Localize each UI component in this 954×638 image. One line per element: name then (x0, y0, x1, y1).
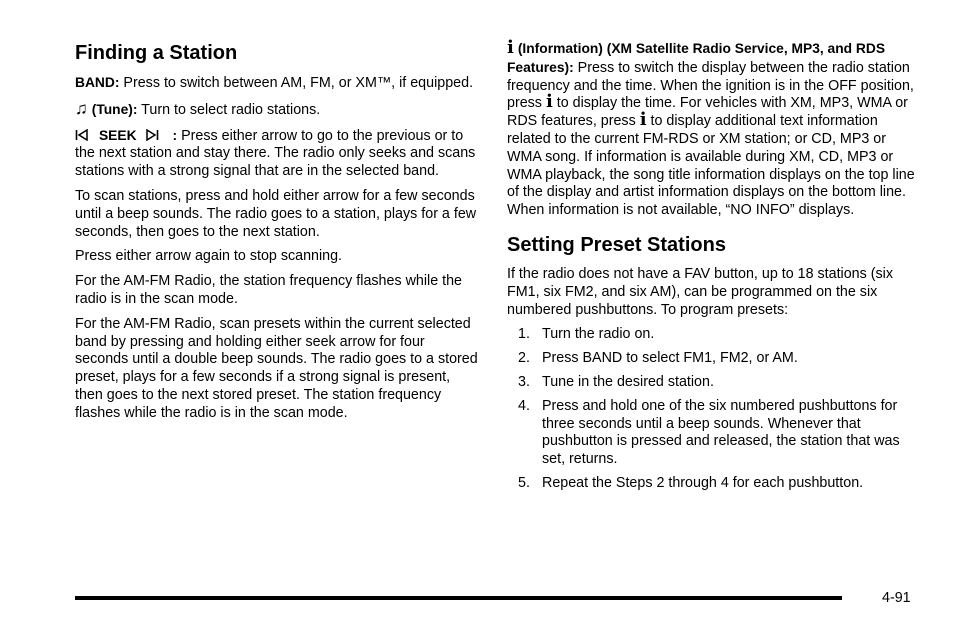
seek-paragraph (75, 127, 480, 181)
preset-steps-list (507, 326, 917, 492)
list-item (507, 398, 917, 469)
tune-text: Turn to select radio stations. (137, 101, 321, 118)
seek-colon: : (172, 127, 178, 143)
step-number: 2. (518, 350, 530, 367)
list-item (507, 475, 917, 493)
band-text: Press to switch between AM, FM, or XM™, if equipped. (119, 75, 474, 91)
step-number: 3. (518, 373, 530, 390)
left-column (75, 40, 480, 430)
band-label: BAND: (75, 75, 120, 90)
scan-paragraph: To scan stations, press and hold either arrow for a few seconds until a beep sounds. The radio goes to a station, plays for a few seconds, then goes to the next station. (75, 187, 477, 240)
info-text-3: to display additional text information related to the current FM-RDS or XM station; or CD, MP3 or WMA song. If information is available during XM, CD, MP3 or WMA playback, the song title information displays on the top line of the display and artist information displays on the bottom line. When information is not available, “NO INFO” displays. (507, 113, 915, 219)
seek-text: Press either arrow to go to the previous or to the next station and stay there. The radio only seeks and scans stations with a strong signal that are in the selected band. (75, 127, 476, 180)
info-paragraph (507, 37, 917, 220)
step-text: Turn the radio on. (542, 326, 655, 343)
footer-rule (75, 596, 842, 600)
band-paragraph (75, 74, 480, 93)
info-label: (Information) (XM Satellite Radio Service, MP3, and RDS Features): (507, 41, 886, 75)
info-icon: i (507, 37, 514, 58)
preset-intro-paragraph: If the radio does not have a FAV button, up to 18 stations (six FM1, six FM2, and six AM), can be programmed on the six numbered pushbuttons. To program presets: (507, 265, 893, 318)
list-item (507, 350, 917, 368)
step-number: 1. (518, 326, 530, 343)
seek-previous-icon (75, 128, 89, 146)
step-number: 5. (518, 474, 530, 491)
seek-next-icon (145, 128, 159, 146)
info-text-2: to display the time. For vehicles with XM, MP3, WMA or RDS features, press (507, 95, 908, 130)
section-heading-preset-stations: Setting Preset Stations (507, 233, 726, 256)
seek-label: SEEK (98, 127, 137, 143)
right-column (507, 37, 917, 499)
section-heading-finding-station: Finding a Station (75, 42, 238, 64)
info-icon: i (545, 91, 553, 113)
tune-label: (Tune): (91, 101, 138, 117)
info-text-1: Press to switch the display between the radio station frequency and the time. When the ignition is in the OFF position, press (507, 59, 914, 112)
stop-scan-paragraph: Press either arrow again to stop scanning. (75, 248, 343, 265)
amfm-scan-paragraph: For the AM-FM Radio, the station frequency flashes while the radio is in the scan mode. (75, 273, 462, 307)
tune-paragraph (75, 100, 480, 120)
step-number: 4. (518, 397, 530, 414)
step-text: Repeat the Steps 2 through 4 for each pushbutton. (542, 474, 864, 491)
step-text: Tune in the desired station. (542, 373, 714, 390)
step-text: Press and hold one of the six numbered pushbuttons for three seconds until a beep sounds. Whenever that pushbutton is pressed and released, the station that was set, returns. (542, 397, 900, 468)
list-item (507, 374, 917, 392)
page-number: 4-91 (882, 590, 911, 606)
music-note-icon: ♫ (75, 98, 88, 118)
preset-scan-paragraph: For the AM-FM Radio, scan presets within the current selected band by pressing and holding either seek arrow for four seconds until a double beep sounds. The radio goes to a stored preset, plays for a few seconds if a strong signal is present, then goes to the next stored preset. The station frequency flashes while the radio is in the scan mode. (75, 315, 478, 421)
list-item (507, 326, 917, 344)
info-icon: i (639, 109, 647, 131)
step-text: Press BAND to select FM1, FM2, or AM. (542, 350, 798, 367)
